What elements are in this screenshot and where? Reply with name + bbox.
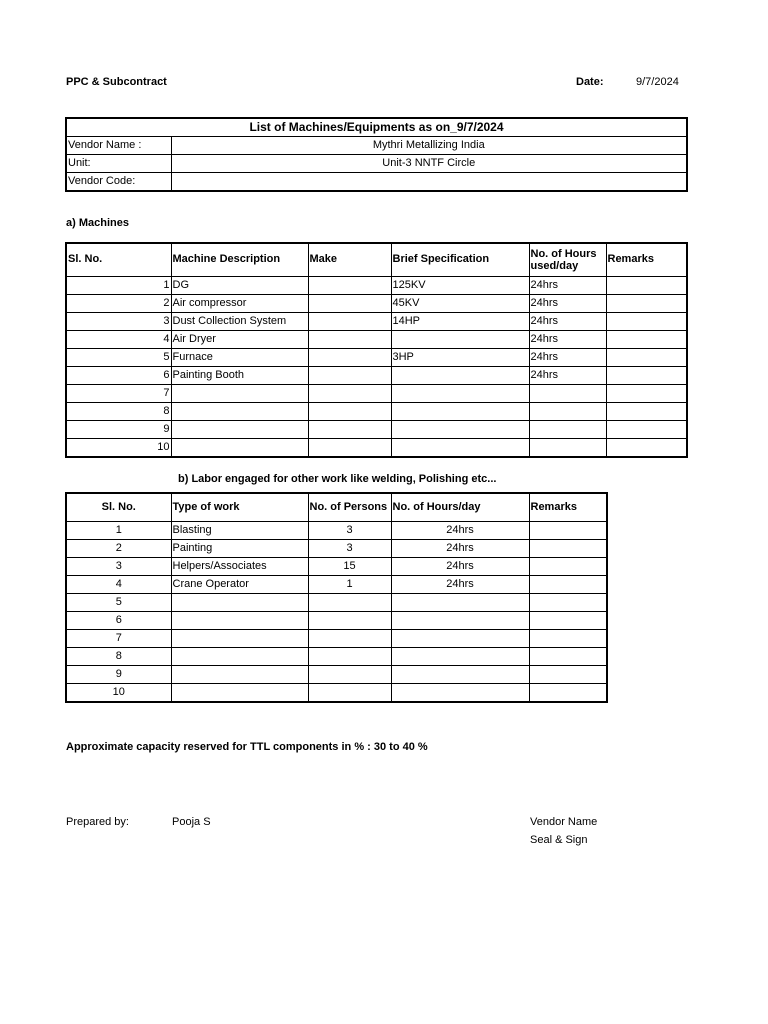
seal-sign-label: Seal & Sign xyxy=(530,834,588,846)
labor-work xyxy=(171,648,308,666)
machine-row xyxy=(66,438,687,457)
labor-work: Crane Operator xyxy=(171,576,308,594)
machine-spec xyxy=(391,420,529,438)
machine-make xyxy=(308,402,391,420)
labor-hours: 24hrs xyxy=(391,522,529,540)
labor-persons xyxy=(308,648,391,666)
machine-hours: 24hrs xyxy=(529,312,606,330)
machine-make xyxy=(308,384,391,402)
unit-label: Unit: xyxy=(66,155,171,173)
machines-col-spec: Brief Specification xyxy=(391,243,529,276)
machine-make xyxy=(308,366,391,384)
labor-persons: 1 xyxy=(308,576,391,594)
labor-col-hours: No. of Hours/day xyxy=(391,493,529,522)
labor-col-persons: No. of Persons xyxy=(308,493,391,522)
vendor-name-row xyxy=(66,137,687,155)
labor-row xyxy=(66,522,607,540)
labor-row xyxy=(66,630,607,648)
labor-hours: 24hrs xyxy=(391,540,529,558)
machines-col-remarks: Remarks xyxy=(606,243,687,276)
labor-section-title: b) Labor engaged for other work like welding, Polishing etc... xyxy=(178,473,497,485)
labor-sl: 7 xyxy=(66,630,171,648)
department-title: PPC & Subcontract xyxy=(66,76,167,88)
machine-row xyxy=(66,420,687,438)
machine-spec: 125KV xyxy=(391,276,529,294)
labor-row xyxy=(66,576,607,594)
machine-hours: 24hrs xyxy=(529,366,606,384)
machine-desc xyxy=(171,384,308,402)
machine-remarks xyxy=(606,384,687,402)
labor-col-remarks: Remarks xyxy=(529,493,607,522)
machines-col-hours: No. of Hours used/day xyxy=(529,243,606,276)
labor-remarks xyxy=(529,558,607,576)
labor-remarks xyxy=(529,666,607,684)
capacity-note: Approximate capacity reserved for TTL components in % : 30 to 40 % xyxy=(66,741,428,753)
labor-remarks xyxy=(529,612,607,630)
machine-hours xyxy=(529,420,606,438)
vendor-table xyxy=(65,117,688,192)
machine-sl: 3 xyxy=(66,312,171,330)
labor-remarks xyxy=(529,540,607,558)
machine-desc xyxy=(171,420,308,438)
machine-remarks xyxy=(606,312,687,330)
machine-spec xyxy=(391,402,529,420)
labor-persons: 15 xyxy=(308,558,391,576)
machines-header-row xyxy=(66,243,687,276)
machine-remarks xyxy=(606,276,687,294)
labor-work: Blasting xyxy=(171,522,308,540)
machine-desc: Air Dryer xyxy=(171,330,308,348)
machine-sl: 4 xyxy=(66,330,171,348)
machine-desc: Painting Booth xyxy=(171,366,308,384)
labor-sl: 2 xyxy=(66,540,171,558)
unit-value: Unit-3 NNTF Circle xyxy=(171,155,687,173)
machine-remarks xyxy=(606,402,687,420)
labor-hours xyxy=(391,666,529,684)
labor-remarks xyxy=(529,648,607,666)
machine-make xyxy=(308,312,391,330)
labor-work xyxy=(171,666,308,684)
labor-sl: 1 xyxy=(66,522,171,540)
vendor-code-label: Vendor Code: xyxy=(66,173,171,192)
labor-sl: 5 xyxy=(66,594,171,612)
labor-hours xyxy=(391,612,529,630)
labor-remarks xyxy=(529,522,607,540)
labor-header-row xyxy=(66,493,607,522)
machine-remarks xyxy=(606,420,687,438)
unit-row xyxy=(66,155,687,173)
machine-desc xyxy=(171,402,308,420)
vendor-name-label: Vendor Name : xyxy=(66,137,171,155)
labor-sl: 4 xyxy=(66,576,171,594)
labor-persons: 3 xyxy=(308,522,391,540)
labor-sl: 9 xyxy=(66,666,171,684)
machine-spec xyxy=(391,366,529,384)
labor-hours xyxy=(391,594,529,612)
machine-hours: 24hrs xyxy=(529,294,606,312)
labor-row xyxy=(66,540,607,558)
machine-make xyxy=(308,294,391,312)
labor-hours xyxy=(391,684,529,703)
machine-sl: 9 xyxy=(66,420,171,438)
labor-sl: 3 xyxy=(66,558,171,576)
machine-spec xyxy=(391,438,529,457)
machines-table xyxy=(65,242,688,458)
date-value: 9/7/2024 xyxy=(636,76,679,88)
machine-spec: 45KV xyxy=(391,294,529,312)
machine-spec: 14HP xyxy=(391,312,529,330)
machine-sl: 1 xyxy=(66,276,171,294)
machine-hours: 24hrs xyxy=(529,348,606,366)
machines-section-title: a) Machines xyxy=(66,217,129,229)
machine-make xyxy=(308,438,391,457)
machine-remarks xyxy=(606,294,687,312)
prepared-by-name: Pooja S xyxy=(172,816,211,828)
machine-make xyxy=(308,420,391,438)
labor-row xyxy=(66,612,607,630)
labor-hours xyxy=(391,630,529,648)
machine-row xyxy=(66,384,687,402)
labor-work xyxy=(171,612,308,630)
machine-row xyxy=(66,276,687,294)
labor-work xyxy=(171,630,308,648)
labor-col-sl: Sl. No. xyxy=(66,493,171,522)
vendor-table-title: List of Machines/Equipments as on_9/7/2024 xyxy=(66,118,687,137)
machine-remarks xyxy=(606,348,687,366)
machine-row xyxy=(66,366,687,384)
labor-row xyxy=(66,558,607,576)
vendor-code-value xyxy=(171,173,687,192)
labor-row xyxy=(66,684,607,703)
labor-persons xyxy=(308,630,391,648)
machine-desc: Furnace xyxy=(171,348,308,366)
labor-sl: 8 xyxy=(66,648,171,666)
prepared-by-label: Prepared by: xyxy=(66,816,129,828)
machines-col-make: Make xyxy=(308,243,391,276)
machine-hours: 24hrs xyxy=(529,330,606,348)
machine-remarks xyxy=(606,438,687,457)
machines-col-desc: Machine Description xyxy=(171,243,308,276)
labor-row xyxy=(66,594,607,612)
machine-row xyxy=(66,312,687,330)
vendor-code-row xyxy=(66,173,687,192)
labor-hours: 24hrs xyxy=(391,576,529,594)
labor-work: Painting xyxy=(171,540,308,558)
labor-persons xyxy=(308,684,391,703)
machine-spec xyxy=(391,330,529,348)
machine-hours: 24hrs xyxy=(529,276,606,294)
machine-hours xyxy=(529,384,606,402)
labor-hours: 24hrs xyxy=(391,558,529,576)
machine-remarks xyxy=(606,330,687,348)
labor-row xyxy=(66,648,607,666)
labor-remarks xyxy=(529,594,607,612)
vendor-name-value: Mythri Metallizing India xyxy=(171,137,687,155)
machine-sl: 10 xyxy=(66,438,171,457)
date-label: Date: xyxy=(576,76,604,88)
labor-persons xyxy=(308,594,391,612)
labor-persons xyxy=(308,666,391,684)
machines-col-sl: Sl. No. xyxy=(66,243,171,276)
machine-row xyxy=(66,348,687,366)
labor-hours xyxy=(391,648,529,666)
machine-desc: DG xyxy=(171,276,308,294)
machine-desc: Dust Collection System xyxy=(171,312,308,330)
labor-work xyxy=(171,594,308,612)
machine-sl: 2 xyxy=(66,294,171,312)
labor-work: Helpers/Associates xyxy=(171,558,308,576)
labor-remarks xyxy=(529,630,607,648)
machine-desc: Air compressor xyxy=(171,294,308,312)
labor-persons: 3 xyxy=(308,540,391,558)
labor-work xyxy=(171,684,308,703)
labor-remarks xyxy=(529,576,607,594)
machine-sl: 7 xyxy=(66,384,171,402)
machine-make xyxy=(308,276,391,294)
machine-row xyxy=(66,330,687,348)
machine-sl: 6 xyxy=(66,366,171,384)
machine-sl: 8 xyxy=(66,402,171,420)
machine-make xyxy=(308,330,391,348)
machine-remarks xyxy=(606,366,687,384)
machine-spec: 3HP xyxy=(391,348,529,366)
machine-row xyxy=(66,294,687,312)
labor-persons xyxy=(308,612,391,630)
labor-remarks xyxy=(529,684,607,703)
machine-hours xyxy=(529,438,606,457)
labor-sl: 6 xyxy=(66,612,171,630)
machine-hours xyxy=(529,402,606,420)
machine-sl: 5 xyxy=(66,348,171,366)
labor-row xyxy=(66,666,607,684)
machine-make xyxy=(308,348,391,366)
machine-row xyxy=(66,402,687,420)
labor-table xyxy=(65,492,608,703)
machine-desc xyxy=(171,438,308,457)
labor-col-work: Type of work xyxy=(171,493,308,522)
machine-spec xyxy=(391,384,529,402)
labor-sl: 10 xyxy=(66,684,171,703)
vendor-name-sign-label: Vendor Name xyxy=(530,816,598,828)
